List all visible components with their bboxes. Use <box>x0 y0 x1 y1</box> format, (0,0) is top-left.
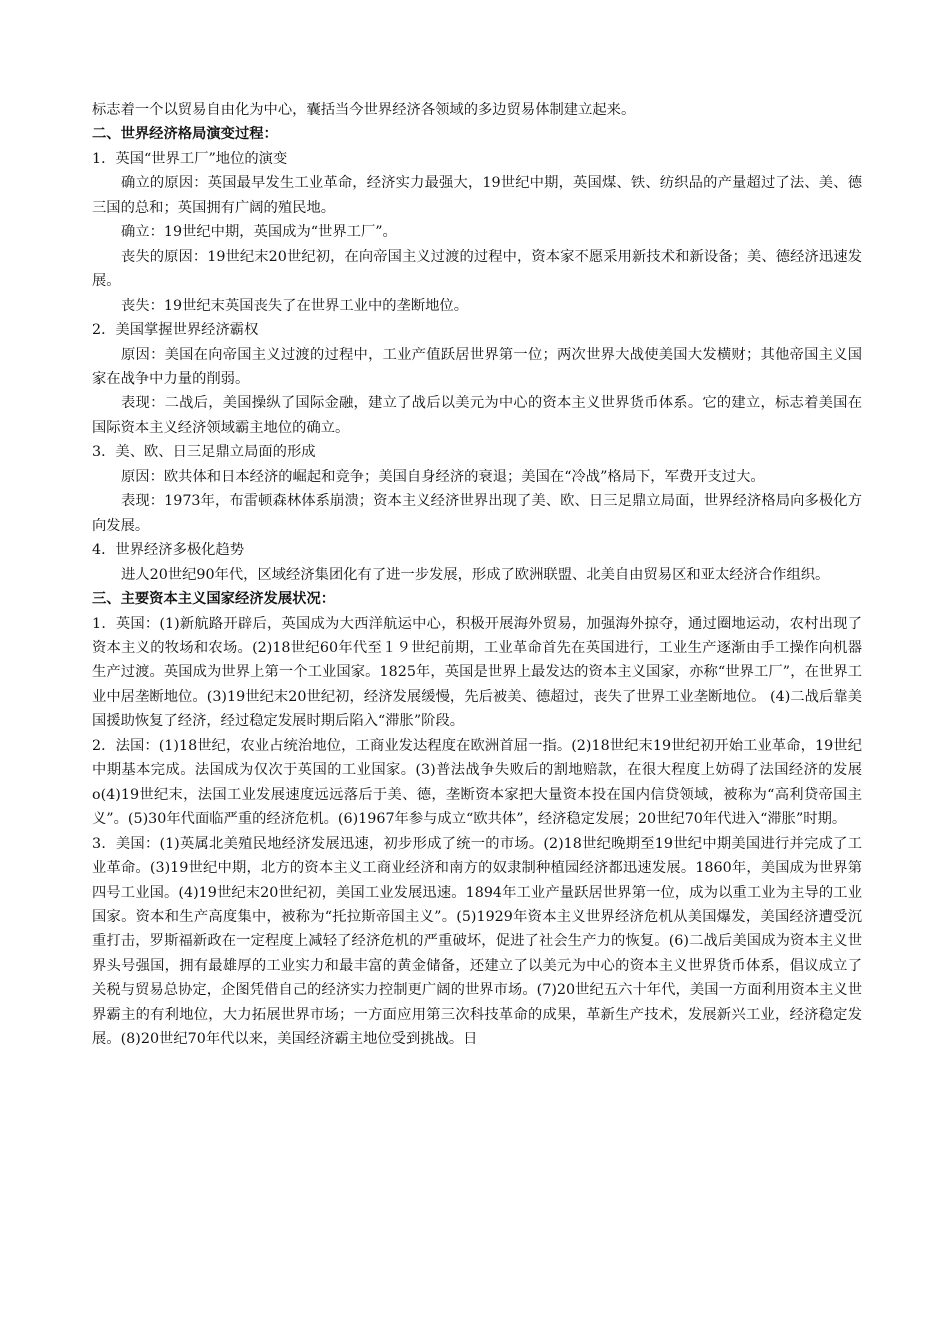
paragraph-loss: 丧失：19世纪末英国丧失了在世界工业中的垄断地位。 <box>121 297 469 314</box>
paragraph-us-performance: 表现：二战后，美国操纵了国际金融，建立了战后以美元为中心的资本主义世界货币体系。它的建立，标志着美国在国际资本主义经济领域霸主地位的确立。 <box>92 395 862 436</box>
paragraph-us-reason: 原因：美国在向帝国主义过渡的过程中，工业产值跃居世界第一位；两次世界大战使美国大发横财；其他帝国主义国家在战争中力量的削弱。 <box>92 346 862 387</box>
subheading-britain-workshop: 1．英国“世界工厂”地位的演变 <box>92 150 288 167</box>
paragraph-usa: 3．美国：(1)英属北美殖民地经济发展迅速，初步形成了统一的市场。(2)18世纪晚期至19世纪中期美国进行并完成了工业革命。(3)19世纪中期，北方的资本主义工商业经济和南方的奴隶制种植园经济都迅速发展。1860年，美国成为世界第四号工业国。(4)19世纪末20世纪初，美国工业发展迅速。1894年工业产量跃居世界第一位，成为以重工业为主导的工业国家。资本和生产高度集中，被称为“托拉斯帝国主义”。(5)1929年资本主义世界经济危机从美国爆发，美国经济遭受沉重打击，罗斯福新政在一定程度上减轻了经济危机的严重破坏，促进了社会生产力的恢复。(6)二战后美国成为资本主义世界头号强国，拥有最雄厚的工业实力和最丰富的黄金储备，还建立了以美元为中心的资本主义世界货币体系，倡议成立了关税与贸易总协定，企图凭借自己的经济实力控制更广阔的世界市场。(7)20世纪五六十年代，美国一方面利用资本主义世界霸主的有利地位，大力拓展世界市场；一方面应用第三次科技革命的成果，革新生产技术，发展新兴工业，经济稳定发展。(8)20世纪70年代以来，美国经济霸主地位受到挑战。日 <box>92 835 862 1048</box>
paragraph-establish-reason: 确立的原因：英国最早发生工业革命，经济实力最强大，19世纪中期，英国煤、铁、纺织品的产量超过了法、美、德三国的总和；英国拥有广阔的殖民地。 <box>92 175 862 216</box>
paragraph-loss-reason: 丧失的原因：19世纪末20世纪初，在向帝国主义过渡的过程中，资本家不愿采用新技术和新设备；美、德经济迅速发展。 <box>92 248 862 290</box>
section-heading-capitalist-countries: 三、主要资本主义国家经济发展状况： <box>92 591 336 608</box>
document-page <box>92 98 862 1052</box>
subheading-us-hegemony: 2．美国掌握世界经济霸权 <box>92 322 259 339</box>
paragraph-establish: 确立：19世纪中期，英国成为“世界工厂”。 <box>121 224 397 241</box>
paragraph-tripartite-reason: 原因：欧共体和日本经济的崛起和竞争；美国自身经济的衰退；美国在“冷战”格局下，军费开支过大。 <box>121 468 765 485</box>
section-heading-world-economy: 二、世界经济格局演变过程： <box>92 126 278 143</box>
paragraph-trade-system: 标志着一个以贸易自由化为中心，囊括当今世界经济各领域的多边贸易体制建立起来。 <box>92 102 636 118</box>
paragraph-tripartite-performance: 表现：1973年，布雷顿森林体系崩溃；资本主义经济世界出现了美、欧、日三足鼎立局面，世界经济格局向多极化方向发展。 <box>92 493 862 534</box>
subheading-multipolar: 4．世界经济多极化趋势 <box>92 542 245 559</box>
paragraph-france: 2．法国：(1)18世纪，农业占统治地位，工商业发达程度在欧洲首屈一指。(2)18世纪末19世纪初开始工业革命，19世纪中期基本完成。法国成为仅次于英国的工业国家。(3)普法战争失败后的割地赔款，在很大程度上妨碍了法国经济的发展ο(4)19世纪末，法国工业发展速度远远落后于美、德，垄断资本家把大量资本投在国内信贷领域，被称为“高利贷帝国主义”。(5)30年代面临严重的经济危机。(6)1967年参与成立“欧共体”，经济稳定发展；20世纪70年代进入“滞胀”时期。 <box>92 737 862 828</box>
paragraph-britain: 1．英国：(1)新航路开辟后，英国成为大西洋航运中心，积极开展海外贸易，加强海外掠夺，通过圈地运动，农村出现了资本主义的牧场和农场。(2)18世纪60年代至１９世纪前期，工业革命首先在英国进行，工业生产逐渐由手工操作向机器生产过渡。英国成为世界上第一个工业国家。1825年，英国是世界上最发达的资本主义国家，亦称“世界工厂”，在世界工业中居垄断地位。(3)19世纪末20世纪初，经济发展缓慢，先后被美、德超过，丧失了世界工业垄断地位。 (4)二战后靠美国援助恢复了经济，经过稳定发展时期后陷入“滞胀”阶段。 <box>92 615 862 730</box>
subheading-tripartite: 3．美、欧、日三足鼎立局面的形成 <box>92 444 316 461</box>
paragraph-multipolar: 进人20世纪90年代，区域经济集团化有了进一步发展，形成了欧洲联盟、北美自由贸易区和亚太经济合作组织。 <box>121 566 830 583</box>
